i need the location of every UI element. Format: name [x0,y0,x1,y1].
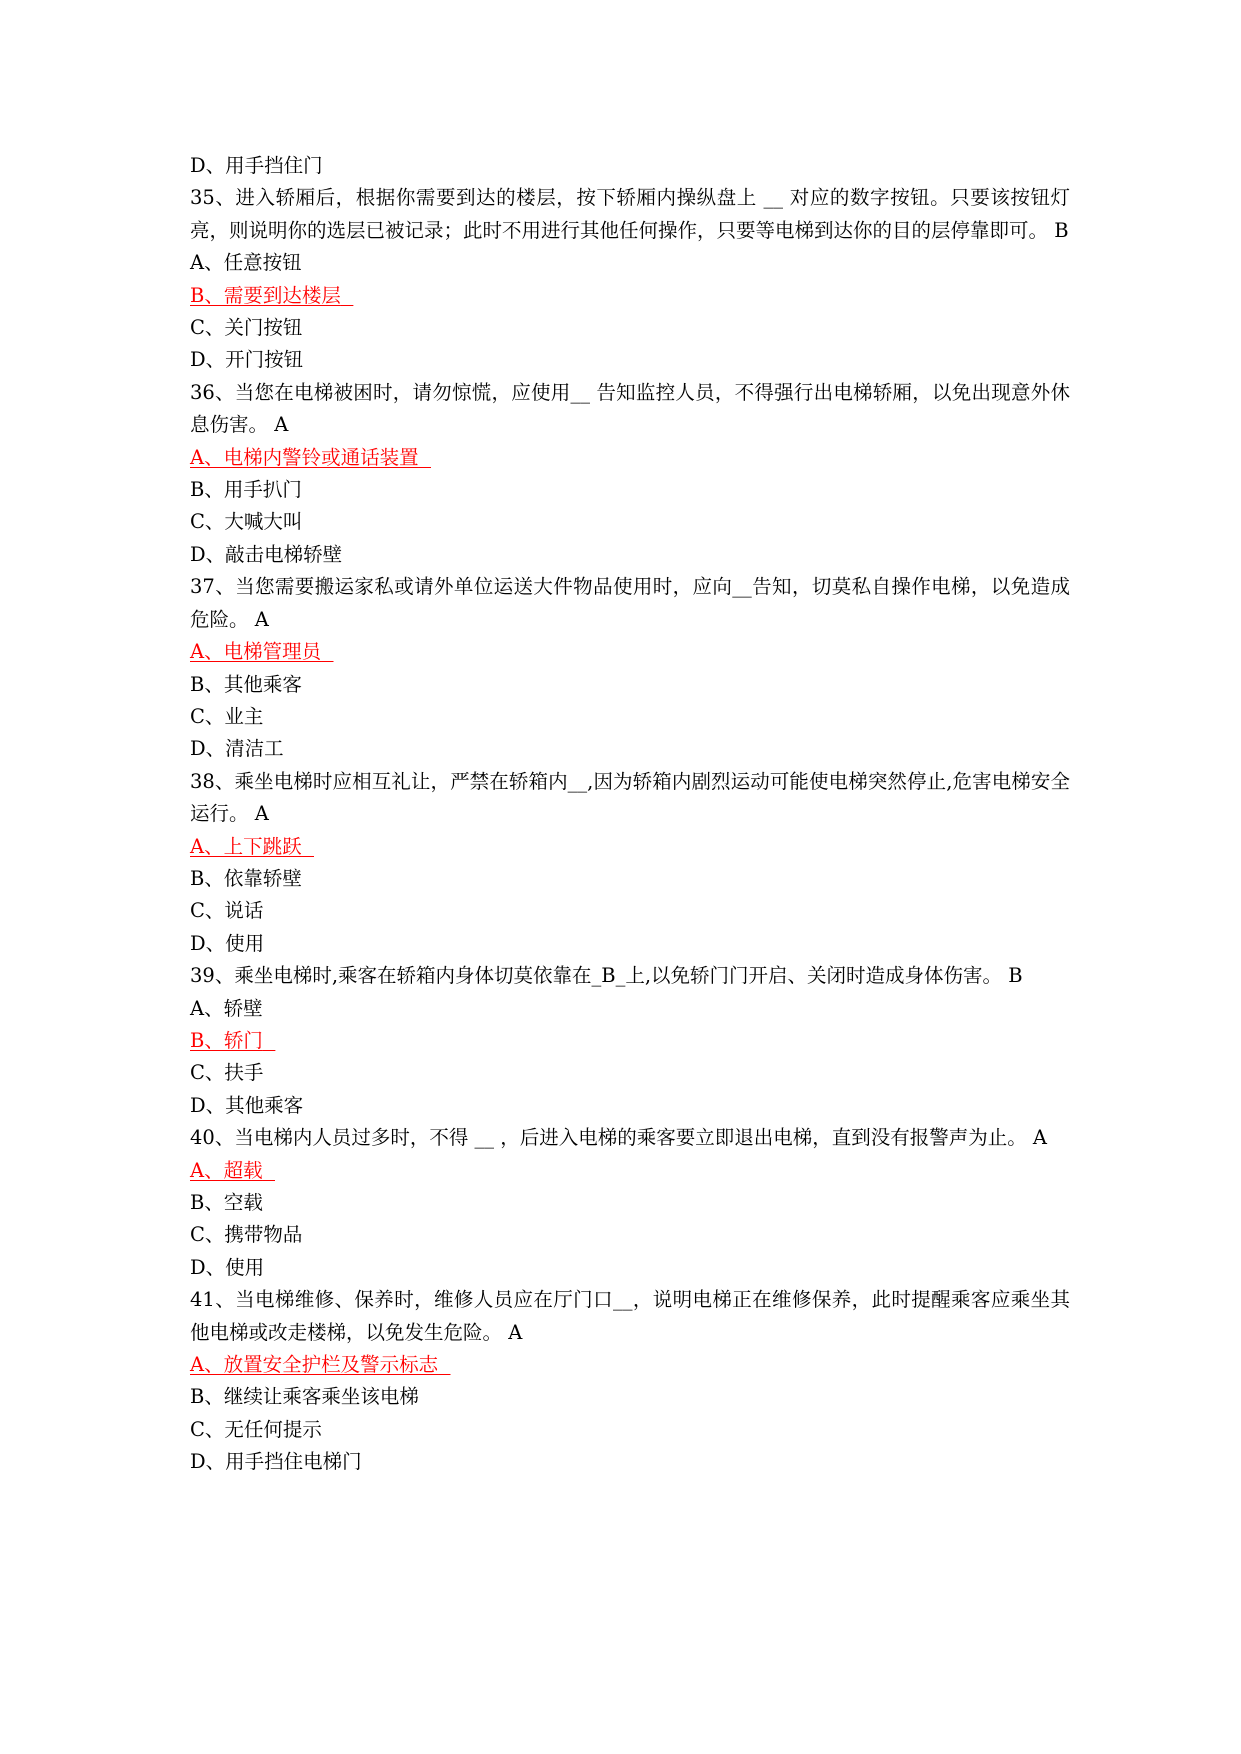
answer-option [190,1219,1070,1251]
option-text: C、扶手 [190,1061,264,1085]
option-text: D、用手挡住电梯门 [190,1450,362,1474]
option-text: A、放置安全护栏及警示标志 [190,1353,439,1377]
correct-answer-option [190,442,1070,474]
correct-answer-option [190,831,1070,863]
option-text: D、其他乘客 [190,1093,304,1117]
option-text: D、用手挡住门 [190,154,323,177]
option-text: D、使用 [190,931,265,955]
option-text: B、空载 [190,1191,263,1214]
option-text: C、无任何提示 [190,1417,322,1441]
answer-option [190,701,1070,733]
option-text: A、轿壁 [190,996,263,1020]
answer-option [190,1446,1070,1478]
answer-option [190,247,1070,279]
answer-option [190,993,1070,1025]
option-text: B、其他乘客 [190,672,302,696]
option-text: B、依靠轿壁 [190,866,302,890]
answer-option [190,1057,1070,1089]
option-text: C、携带物品 [190,1223,303,1247]
option-text: C、大喊大叫 [190,510,303,534]
option-text: A、上下跳跃 [190,834,302,858]
question-text: 36、当您在电梯被困时，请勿惊慌，应使用__ 告知监控人员，不得强行出电梯轿厢，以免出现意外休息伤害。 A [190,380,1070,437]
answer-option [190,1381,1070,1413]
option-text: B、需要到达楼层 [190,283,341,307]
question-text: 41、当电梯维修、保养时，维修人员应在厅门口__，说明电梯正在维修保养，此时提醒乘客应乘坐其他电梯或改走楼梯，以免发生危险。 A [190,1288,1070,1344]
option-text: A、电梯内警铃或通话装置 [190,445,419,469]
answer-option [190,1090,1070,1122]
option-text: A、电梯管理员 [190,640,322,664]
answer-option [190,669,1070,701]
question-text: 35、进入轿厢后，根据你需要到达的楼层，按下轿厢内操纵盘上 __ 对应的数字按钮。只要该按钮灯亮，则说明你的选层已被记录；此时不用进行其他任何操作，只要等电梯到达你的目的层停靠即可。 B [190,186,1070,242]
answer-option [190,539,1070,571]
answer-option [190,150,1070,182]
correct-answer-option [190,1025,1070,1057]
option-text: B、继续让乘客乘坐该电梯 [190,1385,419,1409]
option-text: D、清洁工 [190,737,284,761]
option-text: D、使用 [190,1255,265,1279]
option-text: D、开门按钮 [190,348,304,372]
answer-option [190,863,1070,895]
option-text: C、关门按钮 [190,316,303,340]
question-text: 37、当您需要搬运家私或请外单位运送大件物品使用时，应向__告知，切莫私自操作电梯，以免造成危险。 A [190,575,1070,631]
answer-option [190,312,1070,344]
document-body [190,150,1070,1479]
answer-option [190,1414,1070,1446]
correct-answer-option [190,280,1070,312]
answer-option [190,474,1070,506]
correct-answer-option [190,1155,1070,1187]
option-text: C、业主 [190,704,264,728]
correct-answer-option [190,1349,1070,1381]
option-text: B、轿门 [190,1028,263,1052]
option-text: C、说话 [190,899,264,923]
option-text: A、任意按钮 [190,251,302,275]
question-text: 39、乘坐电梯时,乘客在轿箱内身体切莫依靠在_B_上,以免轿门门开启、关闭时造成身体伤害。 B [190,964,1023,988]
answer-option [190,895,1070,927]
answer-option [190,928,1070,960]
option-text: A、超载 [190,1158,263,1182]
option-text: B、用手扒门 [190,478,302,502]
option-text: D、敲击电梯轿壁 [190,542,343,566]
answer-option [190,506,1070,538]
answer-option [190,733,1070,765]
correct-answer-option [190,636,1070,668]
question-text: 38、乘坐电梯时应相互礼让，严禁在轿箱内__,因为轿箱内剧烈运动可能使电梯突然停止,危害电梯安全运行。 A [190,769,1070,826]
answer-option [190,344,1070,376]
answer-option [190,1252,1070,1284]
question-text: 40、当电梯内人员过多时，不得 __ ，后进入电梯的乘客要立即退出电梯，直到没有报警声为止。 A [190,1126,1047,1150]
answer-option [190,1187,1070,1219]
